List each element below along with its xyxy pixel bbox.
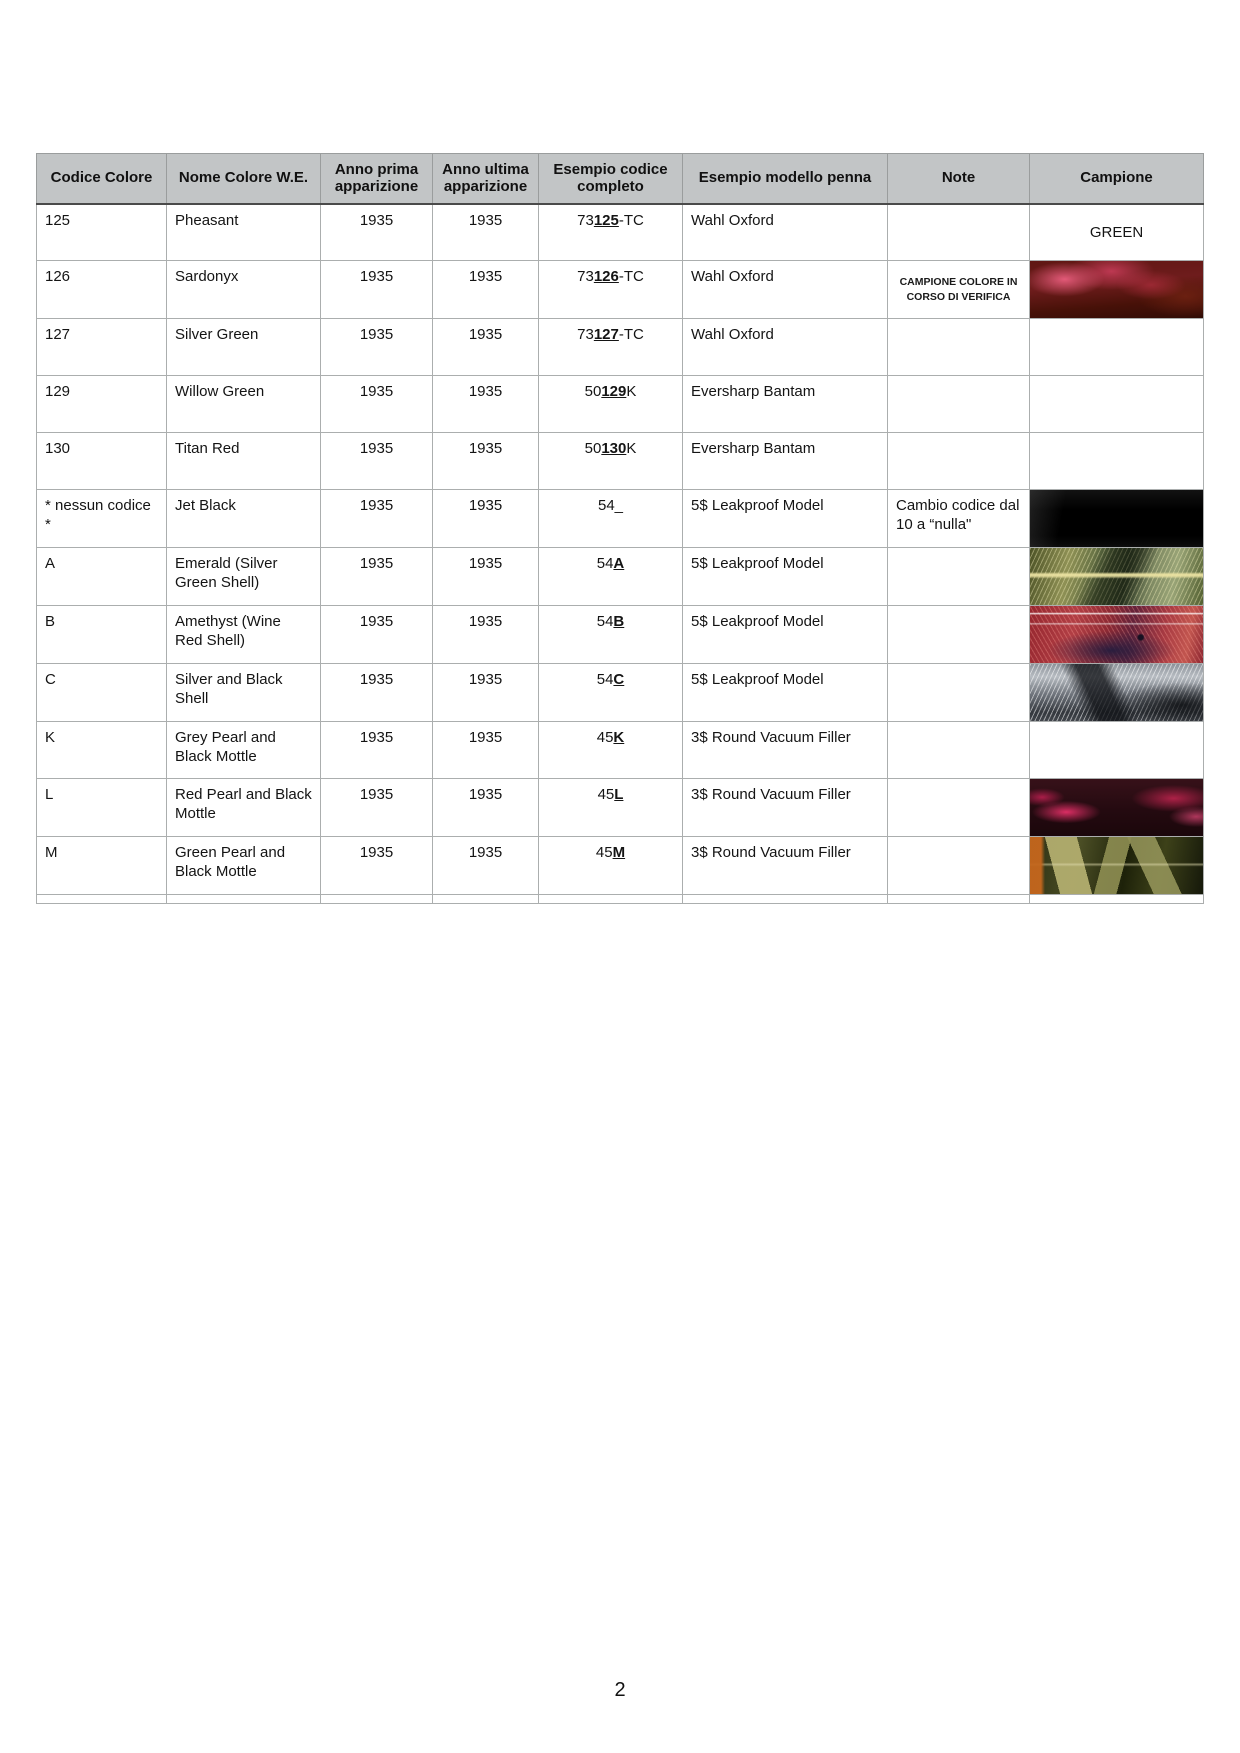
- cell-codice-colore: C: [37, 664, 167, 722]
- column-header-anno-prima: Anno prima apparizione: [321, 154, 433, 204]
- code-pre: 45: [595, 844, 613, 861]
- empty-stub-row: [37, 895, 1204, 904]
- cell-anno-prima: 1935: [321, 606, 433, 664]
- silver-black-swatch: [1030, 664, 1203, 721]
- page-number: 2: [614, 1679, 626, 1701]
- cell-codice-colore: L: [37, 779, 167, 837]
- cell-note: [888, 722, 1030, 779]
- cell-modello-penna: Wahl Oxford: [683, 261, 888, 319]
- cell-campione: [1030, 376, 1204, 433]
- cell-note: [888, 548, 1030, 606]
- sardonyx-swatch: [1030, 261, 1203, 318]
- cell-nome-colore: Grey Pearl and Black Mottle: [167, 722, 321, 779]
- cell-modello-penna: 5$ Leakproof Model: [683, 490, 888, 548]
- code-pre: 73: [577, 268, 594, 285]
- table-row: [37, 548, 1204, 606]
- cell-codice-completo: [539, 261, 683, 319]
- code-mark: L: [614, 786, 624, 803]
- cell-codice-colore: 127: [37, 319, 167, 376]
- cell-codice-colore: * nessun codice *: [37, 490, 167, 548]
- cell-modello-penna: Wahl Oxford: [683, 319, 888, 376]
- stub-cell: [888, 895, 1030, 904]
- code-pre: 50: [584, 383, 602, 400]
- code-pre: 54: [597, 497, 615, 514]
- jet-black-swatch: [1030, 490, 1203, 547]
- cell-codice-colore: 129: [37, 376, 167, 433]
- code-pre: 54: [596, 671, 614, 688]
- cell-campione: [1030, 837, 1204, 895]
- table-row: [37, 837, 1204, 895]
- emerald-swatch: [1030, 548, 1203, 605]
- cell-campione: [1030, 779, 1204, 837]
- cell-nome-colore: Amethyst (Wine Red Shell): [167, 606, 321, 664]
- table-row: [37, 319, 1204, 376]
- cell-anno-ultima: 1935: [433, 548, 539, 606]
- table-row: [37, 204, 1204, 261]
- cell-nome-colore: Sardonyx: [167, 261, 321, 319]
- cell-note: [888, 837, 1030, 895]
- cell-codice-completo: [539, 722, 683, 779]
- code-post: _: [614, 497, 624, 514]
- code-mark: M: [612, 844, 626, 861]
- cell-note: [888, 664, 1030, 722]
- cell-anno-ultima: 1935: [433, 722, 539, 779]
- cell-codice-colore: 125: [37, 204, 167, 261]
- cell-codice-completo: [539, 376, 683, 433]
- code-pre: 54: [596, 613, 614, 630]
- cell-anno-prima: 1935: [321, 837, 433, 895]
- code-pre: 45: [597, 786, 615, 803]
- cell-nome-colore: Titan Red: [167, 433, 321, 490]
- cell-note: [888, 376, 1030, 433]
- cell-campione: [1030, 548, 1204, 606]
- table-row: [37, 261, 1204, 319]
- cell-codice-completo: [539, 779, 683, 837]
- code-mark: B: [613, 613, 625, 630]
- cell-modello-penna: 5$ Leakproof Model: [683, 606, 888, 664]
- cell-anno-prima: 1935: [321, 722, 433, 779]
- cell-codice-colore: A: [37, 548, 167, 606]
- stub-cell: [37, 895, 167, 904]
- cell-anno-ultima: 1935: [433, 204, 539, 261]
- cell-anno-prima: 1935: [321, 490, 433, 548]
- code-mark: C: [613, 671, 625, 688]
- table-row: [37, 433, 1204, 490]
- cell-nome-colore: Silver Green: [167, 319, 321, 376]
- code-mark: 127: [593, 326, 619, 343]
- cell-anno-ultima: 1935: [433, 433, 539, 490]
- cell-modello-penna: Wahl Oxford: [683, 204, 888, 261]
- cell-anno-ultima: 1935: [433, 319, 539, 376]
- cell-codice-completo: [539, 606, 683, 664]
- cell-codice-completo: [539, 433, 683, 490]
- cell-note: [888, 319, 1030, 376]
- cell-campione: [1030, 204, 1204, 261]
- code-post: -TC: [618, 211, 644, 229]
- cell-anno-ultima: 1935: [433, 490, 539, 548]
- cell-campione: [1030, 664, 1204, 722]
- code-pre: 73: [577, 326, 594, 343]
- column-header-codice: Codice Colore: [37, 154, 167, 204]
- stub-cell: [321, 895, 433, 904]
- table-row: [37, 779, 1204, 837]
- cell-anno-prima: 1935: [321, 261, 433, 319]
- code-pre: 54: [596, 555, 614, 572]
- cell-anno-ultima: 1935: [433, 376, 539, 433]
- cell-codice-colore: 126: [37, 261, 167, 319]
- code-mark: K: [613, 729, 625, 746]
- cell-modello-penna: Eversharp Bantam: [683, 376, 888, 433]
- column-header-codice-completo: Esempio codice completo: [539, 154, 683, 204]
- cell-codice-completo: [539, 837, 683, 895]
- cell-note: [888, 433, 1030, 490]
- stub-cell: [539, 895, 683, 904]
- cell-note: [888, 606, 1030, 664]
- cell-modello-penna: 5$ Leakproof Model: [683, 548, 888, 606]
- cell-anno-prima: 1935: [321, 433, 433, 490]
- code-mark: 129: [601, 383, 627, 400]
- cell-nome-colore: Willow Green: [167, 376, 321, 433]
- code-post: K: [626, 440, 637, 457]
- cell-nome-colore: Emerald (Silver Green Shell): [167, 548, 321, 606]
- cell-codice-completo: [539, 664, 683, 722]
- code-pre: 50: [584, 440, 602, 457]
- cell-codice-completo: [539, 490, 683, 548]
- table-row: [37, 490, 1204, 548]
- stub-cell: [433, 895, 539, 904]
- cell-campione: [1030, 606, 1204, 664]
- code-post: K: [626, 383, 637, 400]
- cell-codice-completo: [539, 204, 683, 261]
- cell-anno-prima: 1935: [321, 779, 433, 837]
- cell-note: [888, 204, 1030, 261]
- stub-cell: [1030, 895, 1204, 904]
- code-pre: 73: [577, 211, 594, 229]
- cell-modello-penna: 5$ Leakproof Model: [683, 664, 888, 722]
- cell-codice-colore: K: [37, 722, 167, 779]
- code-mark: 126: [593, 268, 619, 285]
- cell-anno-prima: 1935: [321, 376, 433, 433]
- cell-codice-completo: [539, 319, 683, 376]
- table-row: [37, 376, 1204, 433]
- cell-codice-colore: B: [37, 606, 167, 664]
- cell-anno-prima: 1935: [321, 664, 433, 722]
- table-header-row: [37, 154, 1204, 204]
- column-header-campione: Campione: [1030, 154, 1204, 204]
- cell-modello-penna: 3$ Round Vacuum Filler: [683, 837, 888, 895]
- cell-nome-colore: Red Pearl and Black Mottle: [167, 779, 321, 837]
- table-row: [37, 606, 1204, 664]
- cell-modello-penna: Eversharp Bantam: [683, 433, 888, 490]
- cell-campione: [1030, 490, 1204, 548]
- code-mark: 125: [593, 211, 619, 229]
- cell-nome-colore: Jet Black: [167, 490, 321, 548]
- cell-nome-colore: Silver and Black Shell: [167, 664, 321, 722]
- cell-anno-ultima: 1935: [433, 261, 539, 319]
- red-pearl-swatch: [1030, 779, 1203, 836]
- cell-campione: [1030, 261, 1204, 319]
- cell-codice-completo: [539, 548, 683, 606]
- cell-modello-penna: 3$ Round Vacuum Filler: [683, 779, 888, 837]
- cell-anno-prima: 1935: [321, 204, 433, 261]
- cell-codice-colore: M: [37, 837, 167, 895]
- campione-color-label: GREEN: [1089, 223, 1144, 241]
- code-post: -TC: [618, 268, 644, 285]
- cell-codice-colore: 130: [37, 433, 167, 490]
- column-header-modello: Esempio modello penna: [683, 154, 888, 204]
- cell-nome-colore: Green Pearl and Black Mottle: [167, 837, 321, 895]
- cell-campione: [1030, 722, 1204, 779]
- stub-cell: [683, 895, 888, 904]
- code-mark: 130: [601, 440, 627, 457]
- cell-note: [888, 779, 1030, 837]
- column-header-note: Note: [888, 154, 1030, 204]
- cell-anno-prima: 1935: [321, 319, 433, 376]
- code-pre: 45: [596, 729, 614, 746]
- cell-nome-colore: Pheasant: [167, 204, 321, 261]
- column-header-anno-ultima: Anno ultima apparizione: [433, 154, 539, 204]
- cell-anno-ultima: 1935: [433, 664, 539, 722]
- cell-note: CAMPIONE COLORE IN CORSO DI VERIFICA: [888, 261, 1030, 319]
- cell-anno-ultima: 1935: [433, 606, 539, 664]
- table-row: [37, 722, 1204, 779]
- code-mark: A: [613, 555, 625, 572]
- green-pearl-swatch: [1030, 837, 1203, 894]
- amethyst-swatch: [1030, 606, 1203, 663]
- cell-anno-ultima: 1935: [433, 779, 539, 837]
- cell-note: Cambio codice dal 10 a “nulla": [888, 490, 1030, 548]
- cell-campione: [1030, 319, 1204, 376]
- cell-anno-ultima: 1935: [433, 837, 539, 895]
- code-post: -TC: [618, 326, 644, 343]
- column-header-nome: Nome Colore W.E.: [167, 154, 321, 204]
- stub-cell: [167, 895, 321, 904]
- table-row: [37, 664, 1204, 722]
- cell-anno-prima: 1935: [321, 548, 433, 606]
- color-codes-table: [36, 153, 1204, 904]
- cell-modello-penna: 3$ Round Vacuum Filler: [683, 722, 888, 779]
- cell-campione: [1030, 433, 1204, 490]
